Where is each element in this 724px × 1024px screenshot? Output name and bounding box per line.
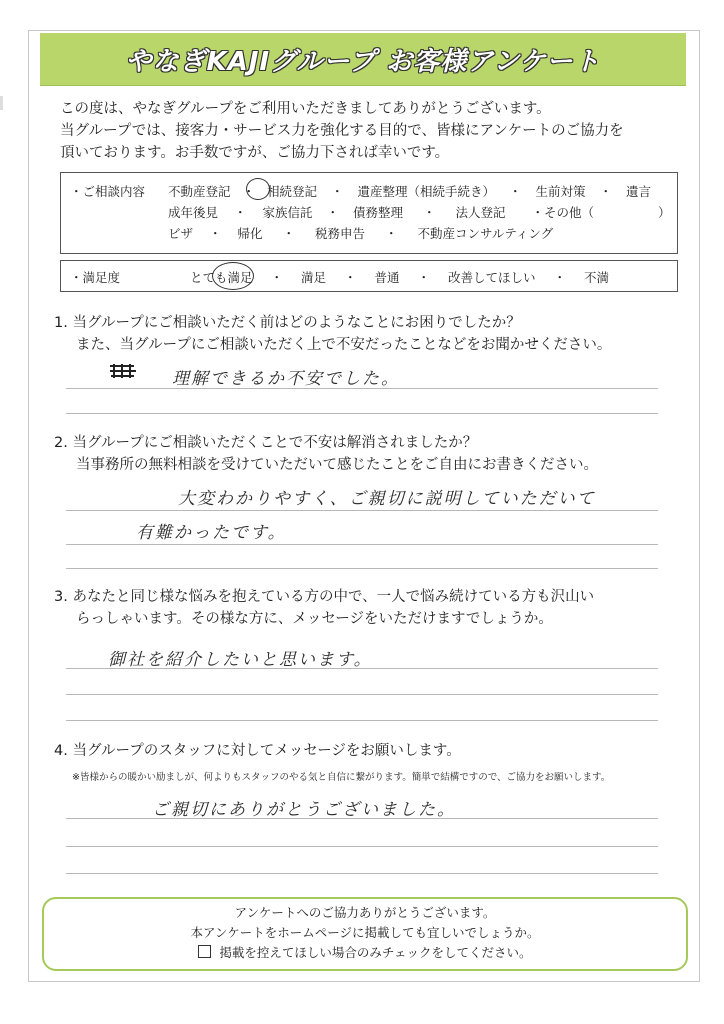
scribble-mark xyxy=(108,362,138,380)
page-title: やなぎKAJIグループ お客様アンケート xyxy=(125,47,601,77)
consult-label: ・ご相談内容 xyxy=(70,184,146,199)
answer-line xyxy=(66,510,658,511)
footer-line-2: 本アンケートをホームページに掲載しても宜しいでしょうか。 xyxy=(190,925,540,940)
question-2-line-2: 当事務所の無料相談を受けていただいて感じたことをご自由にお書きください。 xyxy=(76,457,598,473)
answer-line xyxy=(66,694,658,695)
intro-line-1: この度は、やなぎグループをご利用いただきましてありがとうございます。 xyxy=(60,101,551,117)
separator: ・ xyxy=(242,184,256,199)
option-debt-consolidation[interactable]: 債務整理 xyxy=(353,205,404,220)
answer-1-text[interactable]: 理解できるか不安でした。 xyxy=(172,369,400,389)
option-visa[interactable]: ビザ xyxy=(168,226,194,241)
footer-line-3-text: 掲載を控えてほしい場合のみチェックをしてください。 xyxy=(219,945,532,960)
separator: ・ xyxy=(234,205,247,220)
option-average[interactable]: 普通 xyxy=(374,270,400,285)
separator: ・ xyxy=(599,184,613,199)
intro-line-3: 頂いております。お手数ですが、ご協力下されば幸いです。 xyxy=(60,145,450,161)
answer-line xyxy=(66,846,658,847)
separator: ・ xyxy=(423,205,436,220)
separator: ・ xyxy=(417,270,431,285)
separator: ・ xyxy=(209,226,222,241)
question-3-line-1: 3. あなたと同じ様な悩みを抱えている方の中で、一人で悩み続けている方も沢山い xyxy=(54,589,595,605)
separator: ・ xyxy=(270,270,284,285)
satisfaction-label: ・満足度 xyxy=(70,270,121,285)
footer-line-3 xyxy=(44,943,686,963)
question-1-line-2: また、当グループにご相談いただく上で不安だったことなどをお聞かせください。 xyxy=(76,337,612,353)
answer-line xyxy=(66,544,658,545)
separator: ・ xyxy=(553,270,567,285)
option-estate-settlement[interactable]: 遺産整理（相続手続き） xyxy=(357,184,496,199)
option-needs-improvement[interactable]: 改善してほしい xyxy=(448,270,536,285)
answer-4-text[interactable]: ご親切にありがとうございました。 xyxy=(152,800,456,820)
option-naturalization[interactable]: 帰化 xyxy=(237,226,263,241)
answer-3-text[interactable]: 御社を紹介したいと思います。 xyxy=(108,650,373,670)
separator: ・ xyxy=(331,184,344,199)
answer-line xyxy=(66,720,658,721)
answer-line xyxy=(66,818,658,819)
option-will[interactable]: 遺言 xyxy=(626,184,652,199)
option-real-estate-consulting[interactable]: 不動産コンサルティング xyxy=(417,226,554,241)
option-very-satisfied[interactable]: とても満足 xyxy=(190,270,253,285)
answer-1-scribble xyxy=(108,362,138,385)
intro-line-2: 当グループでは、接客力・サービス力を強化する目的で、皆様にアンケートのご協力を xyxy=(60,123,624,139)
selected-circle-mark xyxy=(246,178,270,200)
other-close-paren: ） xyxy=(658,205,671,220)
answer-line xyxy=(66,568,658,569)
question-3-line-2: らっしゃいます。その様な方に、メッセージをいただけますでしょうか。 xyxy=(76,611,553,627)
separator: ・ xyxy=(326,205,340,220)
separator: ・ xyxy=(344,270,357,285)
option-estate-planning[interactable]: 生前対策 xyxy=(535,184,586,199)
consult-row-2 xyxy=(168,203,671,221)
option-real-estate-registration[interactable]: 不動産登記 xyxy=(168,184,231,199)
intro-text xyxy=(60,98,680,164)
answer-line xyxy=(66,668,658,669)
option-other[interactable]: ・その他（ xyxy=(531,205,595,220)
answer-line xyxy=(66,388,658,389)
title-bar xyxy=(40,33,686,86)
option-tax-filing[interactable]: 税務申告 xyxy=(315,226,366,241)
scan-edge-mark xyxy=(0,96,3,110)
consult-row-3 xyxy=(168,224,553,242)
consult-row-1 xyxy=(168,182,651,200)
option-inheritance-registration[interactable]: 相続登記 xyxy=(267,184,318,199)
answer-line xyxy=(66,413,658,414)
separator: ・ xyxy=(385,226,398,241)
option-dissatisfied[interactable]: 不満 xyxy=(584,270,610,285)
separator: ・ xyxy=(509,184,522,199)
question-4-note: ※皆様からの暖かい励ましが、何よりもスタッフのやる気と自信に繋がります。簡単で結構ですので、ご協力をお願いします。 xyxy=(72,772,611,783)
option-satisfied[interactable]: 満足 xyxy=(301,270,327,285)
separator: ・ xyxy=(282,226,296,241)
footer-line-1: アンケートへのご協力ありがとうございます。 xyxy=(234,905,496,920)
question-1-line-1: 1. 当グループにご相談いただく前はどのようなことにお困りでしたか？ xyxy=(54,315,521,331)
option-corporate-registration[interactable]: 法人登記 xyxy=(455,205,506,220)
do-not-publish-checkbox[interactable] xyxy=(198,945,211,958)
option-adult-guardianship[interactable]: 成年後見 xyxy=(168,205,219,220)
option-family-trust[interactable]: 家族信託 xyxy=(262,205,313,220)
question-4-line-1: 4. 当グループのスタッフに対してメッセージをお願いします。 xyxy=(54,743,461,759)
answer-2-text-1[interactable]: 大変わかりやすく、ご親切に説明していただいて xyxy=(178,489,596,509)
publication-consent-box xyxy=(42,897,688,971)
answer-2-text-2[interactable]: 有難かったです。 xyxy=(136,523,287,543)
selected-circle-mark xyxy=(212,262,254,290)
question-2-line-1: 2. 当グループにご相談いただくことで不安は解消されましたか？ xyxy=(54,435,478,451)
answer-line xyxy=(66,873,658,874)
